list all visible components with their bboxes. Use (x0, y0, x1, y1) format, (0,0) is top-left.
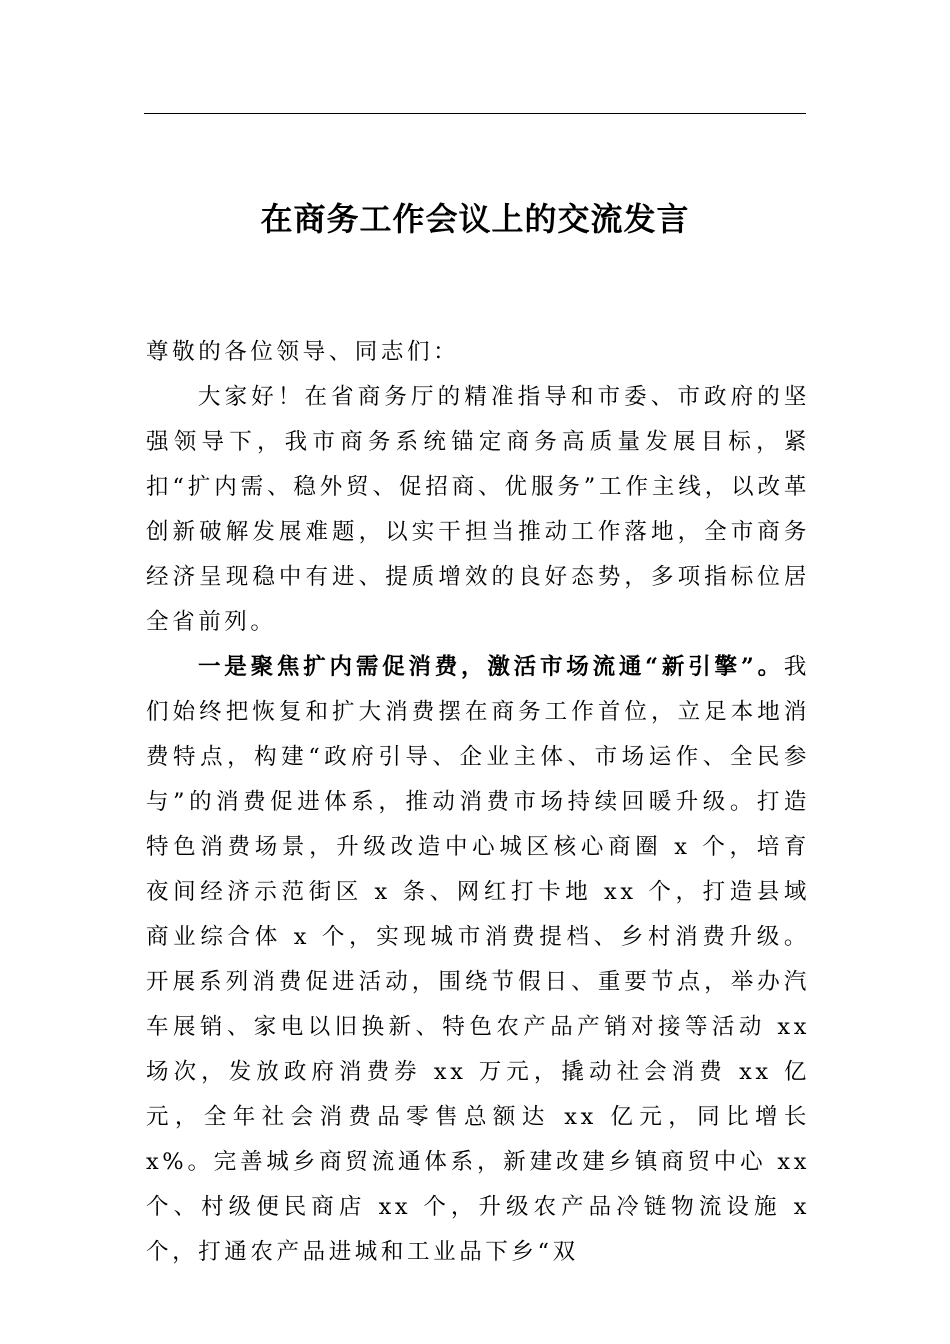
salutation: 尊敬的各位领导、同志们： (146, 339, 460, 365)
header-rule (144, 113, 806, 114)
section-one-body: 我们始终把恢复和扩大消费摆在商务工作首位，立足本地消费特点，构建“政府引导、企业主体、市场运作、全民参与”的消费促进体系，推动消费市场持续回暖升级。打造特色消费场景，升级改造中心城区核心商圈 x 个，培育夜间经济示范街区 x 条、网红打卡地 xx 个，打造县域商业综合体 x 个，实现城市消费提档、乡村消费升级。开展系列消费促进活动，围绕节假日、重要节点，举办汽车展销、家电以旧换新、特色农产品产销对接等活动 xx 场次，发放政府消费券 xx 万元，撬动社会消费 xx 亿元，全年社会消费品零售总额达 xx 亿元，同比增长 x%。完善城乡商贸流通体系，新建改建乡镇商贸中心 xx 个、村级便民商店 xx 个，升级农产品冷链物流设施 x 个，打通农产品进城和工业品下乡“双 (146, 654, 810, 1265)
document-title: 在商务工作会议上的交流发言 (260, 200, 690, 238)
section-one-heading: 一是聚焦扩内需促消费，激活市场流通“新引擎”。 (198, 654, 784, 680)
intro-paragraph: 大家好！在省商务厅的精准指导和市委、市政府的坚强领导下，我市商务系统锚定商务高质量发展目标，紧扣“扩内需、稳外贸、促招商、优服务”工作主线，以改革创新破解发展难题，以实干担当推动工作落地，全市商务经济呈现稳中有进、提质增效的良好态势，多项指标位居全省前列。 (146, 384, 810, 635)
section-one-paragraph (146, 645, 810, 1275)
document-body (146, 330, 810, 1275)
